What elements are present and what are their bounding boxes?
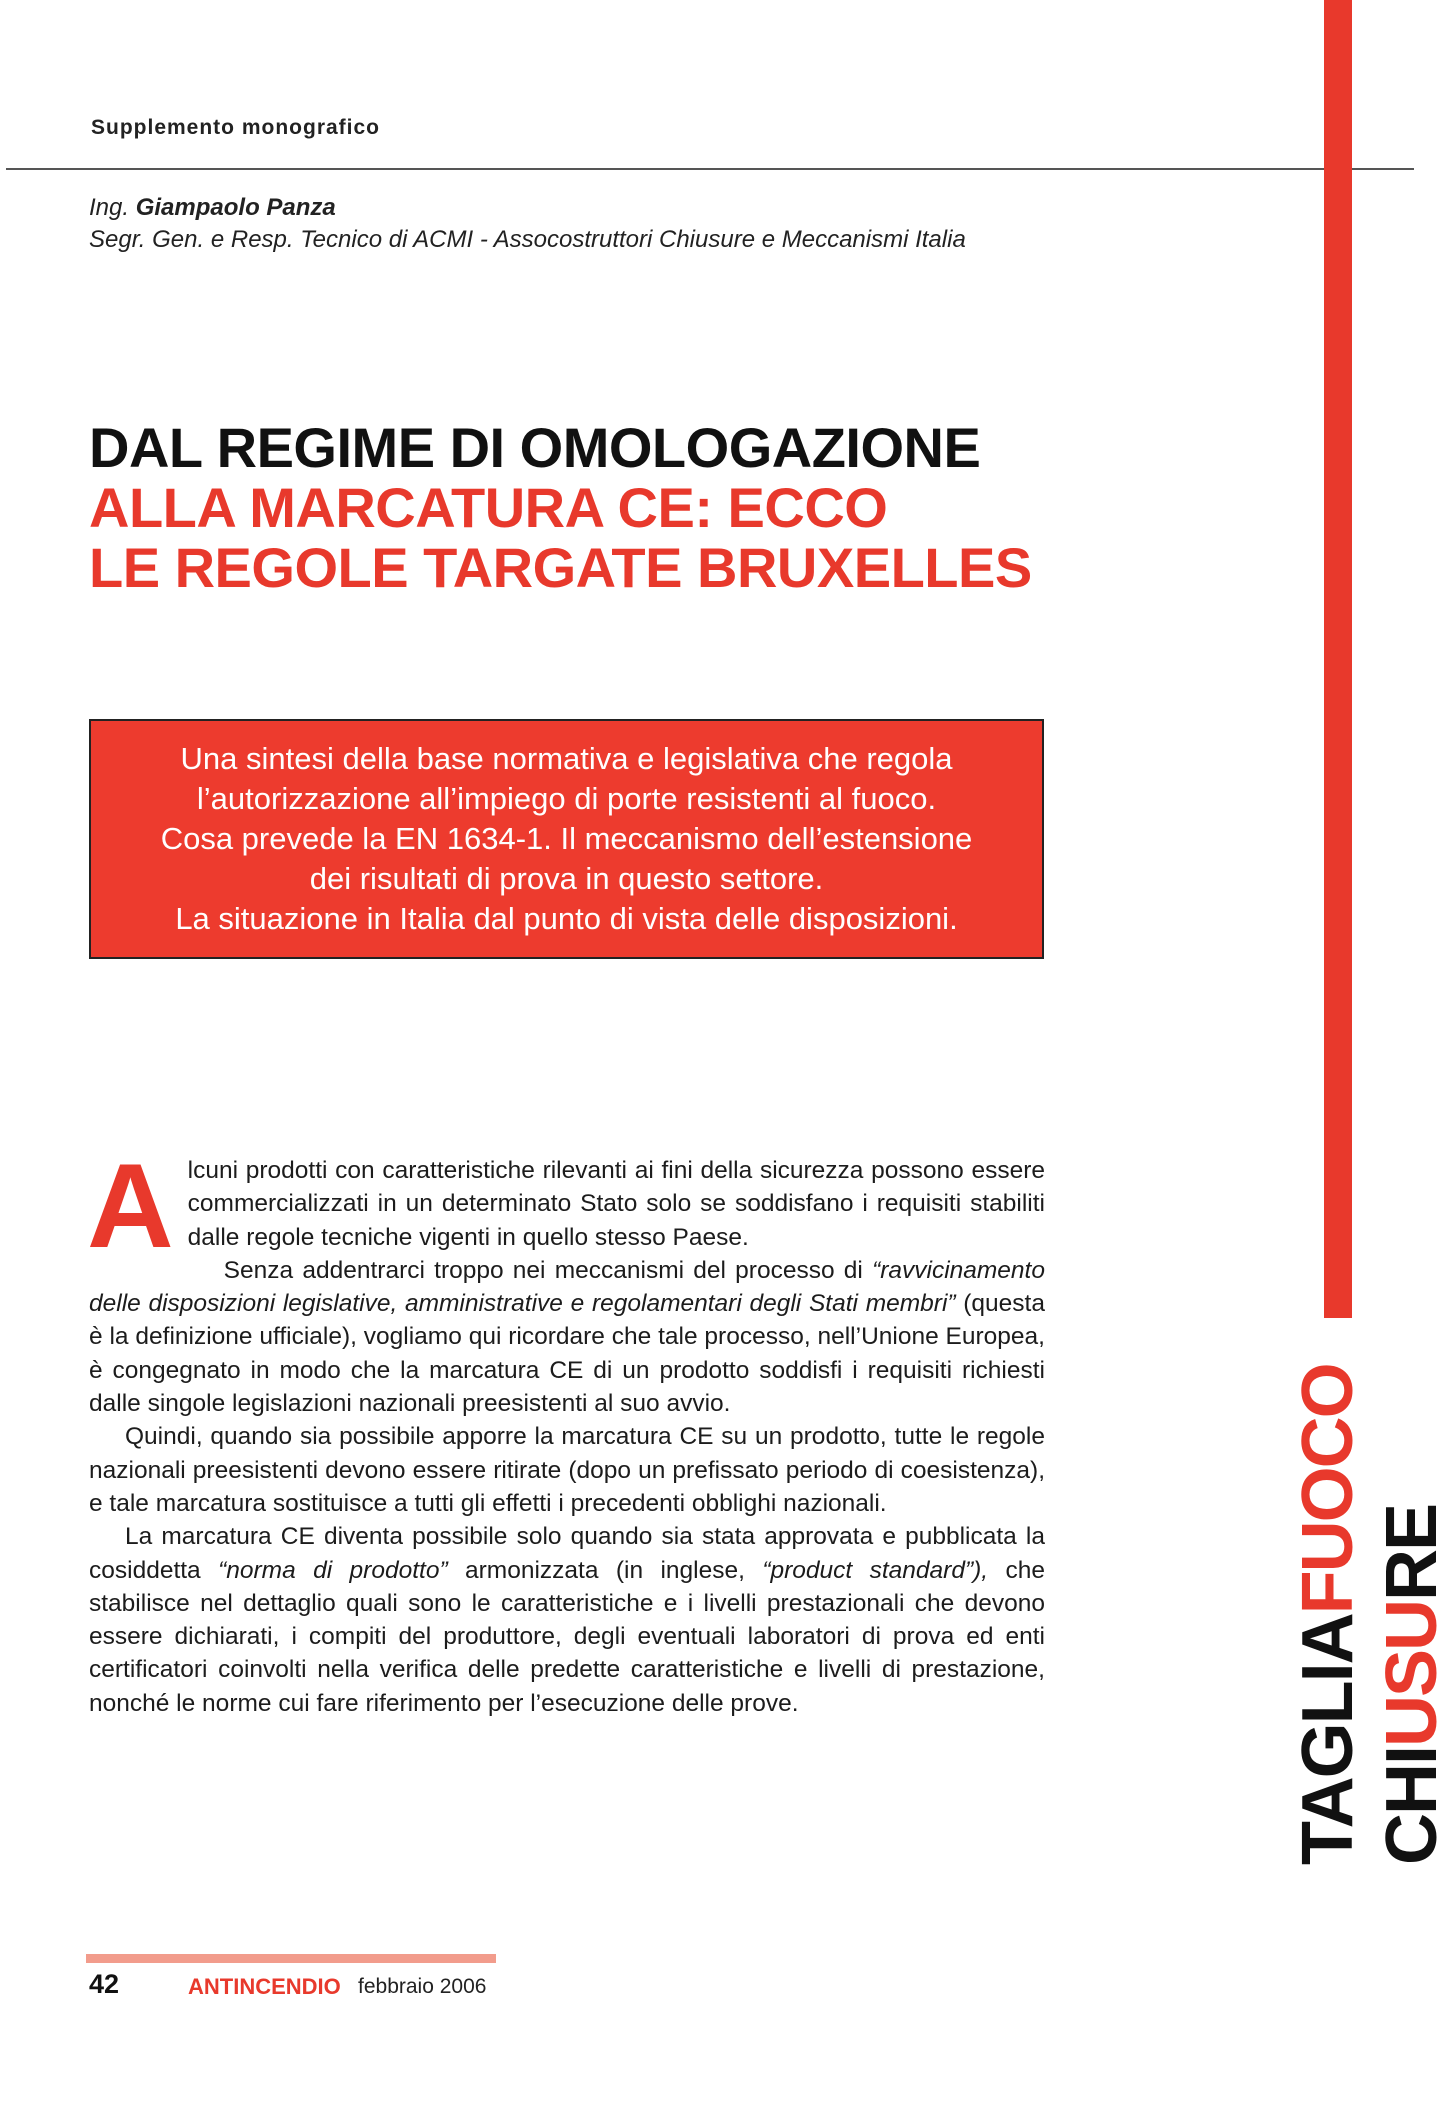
paragraph-text: (questa è la definizione ufficiale), vogliamo qui ricordare che tale processo, nell’Unione Europea, è congegnato in modo che la marcatura CE di un prodotto soddisfi i requisiti richiesti dalle singole legislazioni nazionali preesistenti al suo avvio.	[89, 1290, 1045, 1418]
author-line	[89, 192, 966, 224]
summary-line: l’autorizzazione all’impiego di porte resistenti al fuoco.	[196, 781, 937, 816]
paragraph-text: lcuni prodotti con caratteristiche rilevanti ai fini della sicurezza possono essere commercializzati in un determinato Stato solo se soddisfano i requisiti stabiliti dalle regole tecniche vigenti in quello stesso Paese.	[187, 1157, 1045, 1251]
headline-line-2: ALLA MARCATURA CE: ECCO	[89, 476, 888, 539]
paragraph-text: La marcatura CE diventa possibile solo quando sia stata approvata e pubblicata la cosiddetta	[89, 1523, 1045, 1584]
paragraph-text: che stabilisce nel dettaglio quali sono le caratteristiche e i livelli prestazionali che devono essere dichiarati, i compiti del produttore, degli eventuali laboratori di prova ed enti certificatori coinvolti nella verifica delle predette caratteristiche e livelli di prestazione, nonché le norme cui fare riferimento per l’esecuzione delle prove.	[89, 1556, 1045, 1717]
summary-line: dei risultati di prova in questo settore.	[309, 861, 824, 896]
logo-text-accent: USU	[1372, 1600, 1452, 1747]
summary-line: La situazione in Italia dal punto di vista delle disposizioni.	[175, 901, 958, 936]
summary-line: Cosa prevede la EN 1634-1. Il meccanismo dell’estensione	[160, 821, 973, 856]
logo-row-chiusure	[1372, 1504, 1452, 1865]
logo-text: TAGLIA	[1288, 1614, 1368, 1865]
summary-line: Una sintesi della base normativa e legislativa che regola	[180, 741, 953, 776]
article-paragraph-2	[89, 1254, 1045, 1420]
quoted-term: “product standard”),	[762, 1556, 989, 1584]
magazine-name: ANTINCENDIO	[188, 1974, 341, 1999]
logo-text-accent: FUOCO	[1288, 1364, 1368, 1615]
logo-text: RE	[1372, 1504, 1452, 1601]
byline	[89, 192, 966, 256]
quoted-term: “norma di prodotto”	[218, 1556, 448, 1584]
author-role: Segr. Gen. e Resp. Tecnico di ACMI - Assocostruttori Chiusure e Meccanismi Italia	[89, 226, 966, 253]
paragraph-text: Senza addentrarci troppo nei meccanismi del processo di	[223, 1256, 873, 1284]
drop-cap: A	[87, 1139, 174, 1273]
page-number: 42	[89, 1969, 120, 1999]
header-divider	[6, 168, 1414, 170]
article-paragraph-3: Quindi, quando sia possibile apporre la marcatura CE su un prodotto, tutte le regole nazionali preesistenti devono essere ritirate (dopo un prefissato periodo di coesistenza), e tale marcatura sostituisce a tutti gli effetti i precedenti obblighi nazionali.	[89, 1423, 1045, 1517]
issue-date: febbraio 2006	[358, 1975, 487, 1998]
headline-line-1: DAL REGIME DI OMOLOGAZIONE	[89, 416, 981, 479]
quoted-definition: “ravvicinamento delle disposizioni legislative, amministrative e regolamentari degli Stati membri”	[89, 1256, 1045, 1318]
side-accent-bar	[1324, 0, 1352, 1318]
headline	[89, 418, 1032, 598]
headline-line-3: LE REGOLE TARGATE BRUXELLES	[89, 536, 1032, 599]
section-label: Supplemento monografico	[91, 116, 381, 139]
summary-box	[89, 719, 1044, 959]
author-title: Ing.	[89, 194, 130, 221]
article-paragraph-4	[89, 1520, 1045, 1720]
footer-accent-bar	[86, 1954, 496, 1963]
paragraph-text: armonizzata (in inglese,	[447, 1556, 763, 1584]
article-body	[87, 1139, 1045, 1720]
logo-text: CHI	[1372, 1747, 1452, 1865]
logo-row-tagliafuoco	[1288, 1364, 1368, 1865]
author-name: Giampaolo Panza	[135, 194, 336, 221]
